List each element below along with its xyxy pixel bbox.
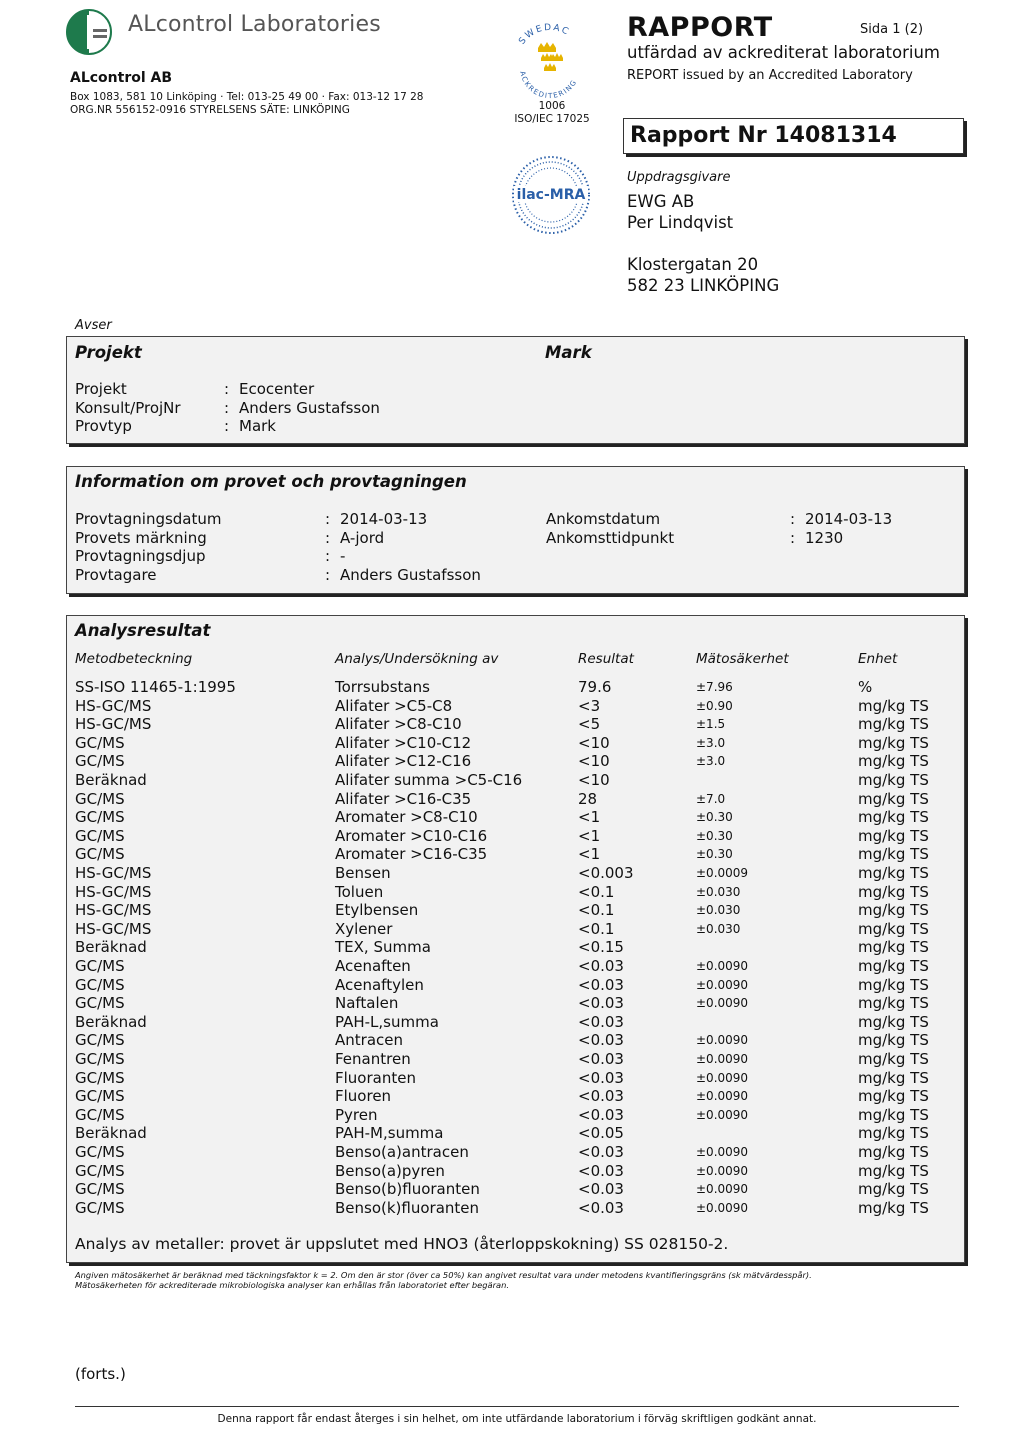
- cell-unit: mg/kg TS: [858, 994, 929, 1013]
- cell-uncertainty: ±0.030: [696, 884, 741, 899]
- cell-result: 28: [578, 789, 598, 808]
- field-label: Provets märkning: [75, 529, 207, 547]
- cell-uncertainty: ±7.0: [696, 791, 726, 806]
- cell-result: <0.03: [578, 1068, 624, 1087]
- field-label: Konsult/ProjNr: [75, 399, 181, 417]
- cell-method: SS-ISO 11465-1:1995: [75, 678, 236, 696]
- cell-method: Beräknad: [75, 1012, 147, 1031]
- project-box-title: Projekt: [75, 343, 142, 362]
- sample-info-box: [66, 466, 965, 594]
- field-value: Anders Gustafsson: [340, 566, 481, 584]
- project-box: [66, 336, 965, 444]
- field-colon: :: [790, 529, 796, 547]
- project-box-type: Mark: [545, 343, 592, 362]
- cell-analysis: Toluen: [335, 882, 384, 901]
- cell-unit: mg/kg TS: [858, 957, 929, 975]
- cell-uncertainty: ±0.0090: [696, 1200, 749, 1215]
- cell-unit: mg/kg TS: [858, 919, 929, 938]
- client-label: Uppdragsgivare: [627, 170, 731, 185]
- client-address: EWG AB Per Lindqvist Klostergatan 20 582 23 LINKÖPING: [627, 192, 780, 295]
- cell-result: <0.1: [578, 882, 615, 901]
- cell-result: <1: [578, 845, 601, 864]
- analysis-box: [66, 615, 965, 1263]
- cell-analysis: PAH-M,summa: [335, 1124, 444, 1143]
- col-header-unit: Enhet: [858, 651, 898, 667]
- cell-result: <1: [578, 808, 601, 827]
- cell-unit: mg/kg TS: [858, 808, 929, 827]
- cell-result: <0.03: [578, 1180, 624, 1199]
- swedac-number: 1006 ISO/IEC 17025: [514, 100, 590, 125]
- field-colon: :: [224, 399, 230, 417]
- cell-unit: mg/kg TS: [858, 733, 929, 752]
- field-label: Provtyp: [75, 417, 132, 435]
- cell-result: <1: [578, 826, 601, 845]
- cell-analysis: Acenaftylen: [335, 975, 424, 994]
- cell-unit: mg/kg TS: [858, 789, 929, 808]
- cell-analysis: Pyren: [335, 1105, 378, 1124]
- cell-unit: mg/kg TS: [858, 752, 929, 771]
- cell-result: <0.03: [578, 1161, 624, 1180]
- cell-method: Beräknad: [75, 938, 147, 957]
- cell-unit: mg/kg TS: [858, 1105, 929, 1124]
- cell-analysis: Torrsubstans: [335, 678, 430, 696]
- cell-uncertainty: ±0.30: [696, 847, 733, 862]
- cell-uncertainty: ±0.0090: [696, 1182, 749, 1197]
- cell-result: <0.03: [578, 1012, 624, 1031]
- alcontrol-logo-icon: [66, 9, 112, 55]
- cell-unit: mg/kg TS: [858, 1198, 929, 1217]
- cell-uncertainty: ±0.0090: [696, 977, 749, 992]
- col-header-method: Metodbeteckning: [75, 651, 193, 667]
- cell-result: <0.03: [578, 1050, 624, 1068]
- cell-uncertainty: ±0.030: [696, 921, 741, 936]
- swedac-accreditation-seal: [508, 18, 592, 102]
- field-colon: :: [325, 547, 331, 565]
- cell-analysis: Acenaften: [335, 957, 411, 975]
- uncertainty-note: Angiven mätosäkerhet är beräknad med täckningsfaktor k = 2. Om den är stor (över ca 50%) kan angivet resultat vara under metodens kvantifieringsgräns (sk mätvärdesspår). Mätosäkerheten för ackrediterade mikrobiologiska analyser kan erhållas från laboratoriet efter begäran.: [75, 1270, 812, 1290]
- cell-uncertainty: ±0.30: [696, 810, 733, 825]
- cell-unit: mg/kg TS: [858, 1050, 929, 1068]
- cell-result: <0.1: [578, 901, 615, 920]
- cell-unit: mg/kg TS: [858, 845, 929, 864]
- lab-name: ALcontrol Laboratories: [128, 12, 381, 37]
- cell-method: HS-GC/MS: [75, 882, 152, 901]
- cell-analysis: Benso(a)antracen: [335, 1143, 469, 1161]
- company-name: ALcontrol AB: [70, 70, 173, 86]
- cell-analysis: Aromater >C8-C10: [335, 808, 478, 827]
- issued-by-en: REPORT issued by an Accredited Laboratory: [627, 68, 913, 83]
- cell-result: <3: [578, 696, 601, 715]
- cell-analysis: Alifater >C10-C12: [335, 733, 472, 752]
- cell-unit: mg/kg TS: [858, 1124, 929, 1143]
- cell-uncertainty: ±3.0: [696, 754, 726, 769]
- cell-method: GC/MS: [75, 1087, 125, 1106]
- cell-analysis: Fluoren: [335, 1087, 392, 1106]
- report-title: RAPPORT: [627, 12, 773, 43]
- cell-uncertainty: ±0.0090: [696, 959, 749, 973]
- cell-unit: mg/kg TS: [858, 1143, 929, 1161]
- cell-result: <0.03: [578, 1143, 624, 1161]
- cell-unit: mg/kg TS: [858, 1180, 929, 1199]
- cell-method: HS-GC/MS: [75, 696, 152, 715]
- cell-method: HS-GC/MS: [75, 715, 152, 734]
- cell-analysis: Alifater >C8-C10: [335, 715, 462, 734]
- cell-unit: mg/kg TS: [858, 1031, 929, 1050]
- sample-info-title: Information om provet och provtagningen: [75, 472, 467, 491]
- cell-method: GC/MS: [75, 1143, 125, 1161]
- field-colon: :: [325, 566, 331, 584]
- cell-analysis: Fluoranten: [335, 1068, 416, 1087]
- cell-result: <0.15: [578, 938, 624, 957]
- field-colon: :: [325, 529, 331, 547]
- cell-result: <0.03: [578, 957, 624, 975]
- cell-method: Beräknad: [75, 771, 147, 789]
- cell-uncertainty: ±0.030: [696, 903, 741, 918]
- cell-uncertainty: ±7.96: [696, 680, 733, 694]
- cell-uncertainty: ±0.0090: [696, 1070, 749, 1085]
- cell-method: GC/MS: [75, 789, 125, 808]
- footer-divider: [75, 1406, 959, 1407]
- cell-analysis: Alifater >C12-C16: [335, 752, 472, 771]
- cell-result: <0.03: [578, 1087, 624, 1106]
- cell-uncertainty: ±0.0090: [696, 1033, 749, 1048]
- cell-uncertainty: ±0.90: [696, 698, 733, 713]
- cell-analysis: TEX, Summa: [335, 938, 431, 957]
- cell-method: GC/MS: [75, 994, 125, 1013]
- cell-result: <10: [578, 771, 610, 789]
- cell-method: GC/MS: [75, 1161, 125, 1180]
- cell-analysis: Antracen: [335, 1031, 403, 1050]
- cell-result: <10: [578, 752, 610, 771]
- field-label: Ankomstdatum: [546, 510, 661, 528]
- cell-analysis: Benso(b)fluoranten: [335, 1180, 480, 1199]
- field-value: 1230: [805, 529, 844, 547]
- cell-analysis: PAH-L,summa: [335, 1012, 439, 1031]
- cell-uncertainty: ±0.0090: [696, 1052, 749, 1066]
- cell-analysis: Aromater >C10-C16: [335, 826, 488, 845]
- footer-text: Denna rapport får endast återges i sin helhet, om inte utfärdande laboratorium i förväg skriftligen godkänt annat.: [217, 1413, 817, 1425]
- cell-method: GC/MS: [75, 1050, 125, 1068]
- cell-uncertainty: ±0.0090: [696, 1163, 749, 1178]
- cell-method: Beräknad: [75, 1124, 147, 1143]
- cell-analysis: Alifater >C5-C8: [335, 696, 453, 715]
- cell-result: <10: [578, 733, 610, 752]
- metals-note: Analys av metaller: provet är uppslutet med HNO3 (återloppskokning) SS 028150-2.: [75, 1235, 729, 1253]
- cell-analysis: Benso(k)fluoranten: [335, 1198, 480, 1217]
- cell-analysis: Fenantren: [335, 1050, 411, 1068]
- cell-method: GC/MS: [75, 1180, 125, 1199]
- cell-unit: mg/kg TS: [858, 938, 929, 957]
- field-label: Ankomsttidpunkt: [546, 529, 675, 547]
- cell-method: GC/MS: [75, 826, 125, 845]
- cell-analysis: Bensen: [335, 864, 391, 882]
- cell-method: GC/MS: [75, 808, 125, 827]
- issued-by-sv: utfärdad av ackrediterat laboratorium: [627, 43, 940, 62]
- cell-uncertainty: ±3.0: [696, 735, 726, 750]
- cell-method: GC/MS: [75, 1105, 125, 1124]
- cell-unit: mg/kg TS: [858, 882, 929, 901]
- field-colon: :: [325, 510, 331, 528]
- svg-text:ilac-MRA: ilac-MRA: [516, 187, 586, 203]
- cell-method: HS-GC/MS: [75, 919, 152, 938]
- cell-method: GC/MS: [75, 845, 125, 864]
- cell-result: <0.03: [578, 975, 624, 994]
- cell-analysis: Naftalen: [335, 994, 399, 1013]
- field-value: Ecocenter: [239, 380, 315, 398]
- company-address: Box 1083, 581 10 Linköping · Tel: 013-25 49 00 · Fax: 013-12 17 28 ORG.NR 556152-0916 STYRELSENS SÄTE: LINKÖPING: [70, 91, 424, 116]
- cell-result: <5: [578, 715, 601, 734]
- field-value: 2014-03-13: [805, 510, 893, 528]
- cell-result: <0.05: [578, 1124, 624, 1143]
- cell-unit: mg/kg TS: [858, 1087, 929, 1106]
- cell-unit: mg/kg TS: [858, 1012, 929, 1031]
- field-label: Provtagare: [75, 566, 157, 584]
- cell-uncertainty: ±0.0090: [696, 996, 749, 1011]
- field-value: Mark: [239, 417, 276, 435]
- cell-result: <0.1: [578, 919, 615, 938]
- cell-uncertainty: ±0.0090: [696, 1089, 749, 1104]
- svg-text:SWEDAC: SWEDAC: [517, 22, 572, 47]
- cell-uncertainty: ±0.0090: [696, 1107, 749, 1122]
- cell-unit: %: [858, 678, 873, 696]
- report-number: Rapport Nr 14081314: [630, 123, 897, 148]
- field-value: 2014-03-13: [340, 510, 428, 528]
- field-value: A-jord: [340, 529, 385, 547]
- field-colon: :: [224, 417, 230, 435]
- col-header-result: Resultat: [578, 651, 634, 667]
- field-value: -: [340, 547, 346, 565]
- cell-uncertainty: ±0.0090: [696, 1145, 749, 1159]
- cell-analysis: Aromater >C16-C35: [335, 845, 488, 864]
- cell-method: HS-GC/MS: [75, 901, 152, 920]
- cell-uncertainty: ±1.5: [696, 717, 726, 732]
- cell-analysis: Etylbensen: [335, 901, 419, 920]
- cell-unit: mg/kg TS: [858, 975, 929, 994]
- cell-unit: mg/kg TS: [858, 1068, 929, 1087]
- col-header-analysis: Analys/Undersökning av: [335, 651, 499, 667]
- cell-result: <0.003: [578, 864, 634, 882]
- cell-unit: mg/kg TS: [858, 826, 929, 845]
- cell-method: GC/MS: [75, 1031, 125, 1050]
- field-label: Provtagningsdjup: [75, 547, 206, 565]
- cell-method: GC/MS: [75, 733, 125, 752]
- cell-method: GC/MS: [75, 957, 125, 975]
- cell-result: <0.03: [578, 1198, 624, 1217]
- cell-analysis: Benso(a)pyren: [335, 1161, 445, 1180]
- cell-method: GC/MS: [75, 1068, 125, 1087]
- cell-method: HS-GC/MS: [75, 864, 152, 882]
- field-value: Anders Gustafsson: [239, 399, 380, 417]
- svg-text:ACKREDITERING: ACKREDITERING: [518, 70, 579, 101]
- cell-unit: mg/kg TS: [858, 715, 929, 734]
- cell-result: <0.03: [578, 1031, 624, 1050]
- page-number: Sida 1 (2): [860, 22, 924, 37]
- cell-result: <0.03: [578, 994, 624, 1013]
- field-label: Projekt: [75, 380, 127, 398]
- field-colon: :: [224, 380, 230, 398]
- field-colon: :: [790, 510, 796, 528]
- cell-unit: mg/kg TS: [858, 1161, 929, 1180]
- cell-analysis: Xylener: [335, 919, 393, 938]
- cell-uncertainty: ±0.30: [696, 828, 733, 843]
- cell-unit: mg/kg TS: [858, 771, 929, 789]
- cell-unit: mg/kg TS: [858, 901, 929, 920]
- report-number-box: [623, 118, 964, 154]
- cell-method: GC/MS: [75, 1198, 125, 1217]
- field-label: Provtagningsdatum: [75, 510, 222, 528]
- cell-analysis: Alifater summa >C5-C16: [335, 771, 523, 789]
- analysis-title: Analysresultat: [75, 621, 211, 640]
- continued-label: (forts.): [75, 1365, 126, 1383]
- cell-analysis: Alifater >C16-C35: [335, 789, 472, 808]
- cell-result: 79.6: [578, 678, 612, 696]
- cell-unit: mg/kg TS: [858, 696, 929, 715]
- cell-uncertainty: ±0.0009: [696, 866, 749, 880]
- cell-unit: mg/kg TS: [858, 864, 929, 882]
- cell-result: <0.03: [578, 1105, 624, 1124]
- avser-label: Avser: [75, 318, 112, 333]
- ilac-mra-logo-icon: [510, 152, 592, 238]
- cell-method: GC/MS: [75, 975, 125, 994]
- col-header-uncertainty: Mätosäkerhet: [696, 651, 789, 667]
- cell-method: GC/MS: [75, 752, 125, 771]
